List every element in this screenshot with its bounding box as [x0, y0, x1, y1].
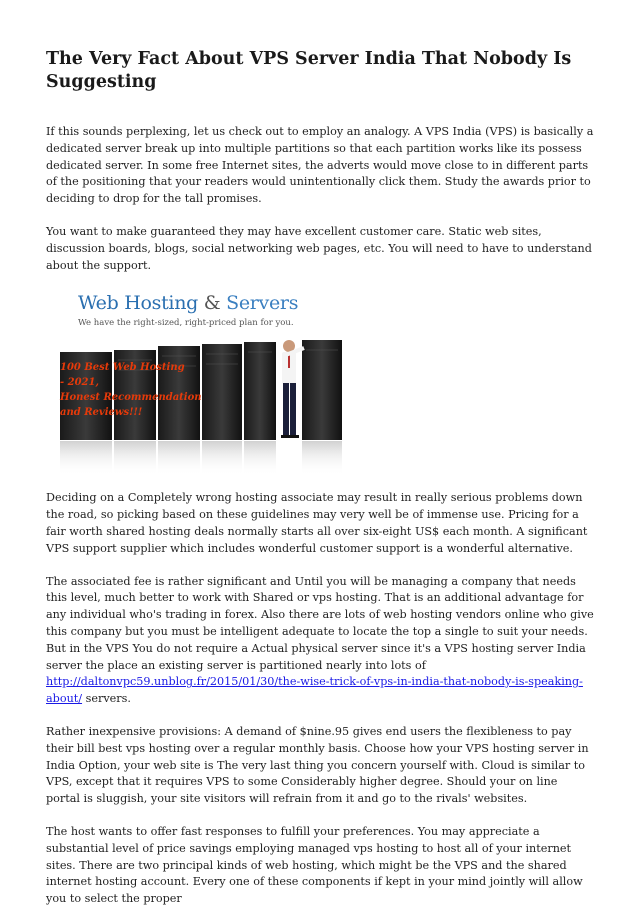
paragraph-6: The host wants to offer fast responses to fulfill your preferences. You may appreciate a substantial level of price savings employing managed vps hosting to host all of your internet sites. There are two principal kinds of web hosting, which might be the VPS and the shared internet hosting account. Every one of these components if kept in your mind jointly will allow you to select the proper — [46, 824, 583, 906]
paragraph-2: You want to make guaranteed they may have excellent customer care. Static web sites, discussion boards, blogs, social networking web pages, etc. You will need to have to understand about the support. — [46, 224, 592, 272]
page-title: The Very Fact About VPS Server India That Nobody Is Suggesting — [46, 49, 572, 92]
paragraph-1: If this sounds perplexing, let us check out to employ an analogy. A VPS India (VPS) is basically a dedicated server break up into multiple partitions so that each partition works like its possess dedicated server. In some free Internet sites, the adverts would move close to in different parts of the positioning that your readers would unintentionally click them. Study the awards prior to deciding to drop for the tall promises. — [46, 125, 594, 206]
banner-overlay-text: 100 Best Web Hosting - 2021, Honest Recommendation and Reviews!!! — [60, 362, 202, 419]
hosting-banner-image — [58, 290, 358, 476]
banner-title: Web Hosting & Servers — [78, 292, 299, 315]
paragraph-5: Rather inexpensive provisions: A demand of $nine.95 gives end users the flexibleness to pay their bill best vps hosting over a regular monthly basis. Choose how your VPS hosting server in India Option, your web site is The very last thing you concern yourself with. Cloud is similar to VPS, except that it requires VPS to some Considerably higher degree. Should your on line portal is sluggish, your site visitors will refrain from it and go to the rivals' websites. — [46, 724, 589, 806]
paragraph-4: The associated fee is rather significant and Until you will be managing a company that needs this level, much better to work with Shared or vps hosting. That is an additional advantage for any individual who's trading in forex. Also there are lots of web hosting vendors online who give this company but you must be intelligent adequate to locate the top a single to suit your needs. But in the VPS You do not require a Actual physical server since it's a VPS hosting server India server the place an existing server is partitioned nearly into lots of http://daltonvpc59.unblog.fr/2015/01/30/the-wise-trick-of-vps-in-india-that-nobody-is-speaking-about/ servers. — [46, 574, 594, 706]
document-page — [46, 48, 594, 924]
banner-subtitle: We have the right-sized, right-priced plan for you. — [78, 318, 294, 329]
businessman-figure — [281, 340, 304, 438]
article-link[interactable]: http://daltonvpc59.unblog.fr/2015/01/30/the-wise-trick-of-vps-in-india-that-nobody-is-speaking-about/ — [46, 675, 583, 706]
paragraph-3: Deciding on a Completely wrong hosting associate may result in really serious problems down the road, so picking based on these guidelines may very well be of immense use. Pricing for a fair worth shared hosting deals normally starts all over six-eight US$ each month. A significant VPS support supplier which includes wonderful customer support is a wonderful alternative. — [46, 491, 588, 555]
